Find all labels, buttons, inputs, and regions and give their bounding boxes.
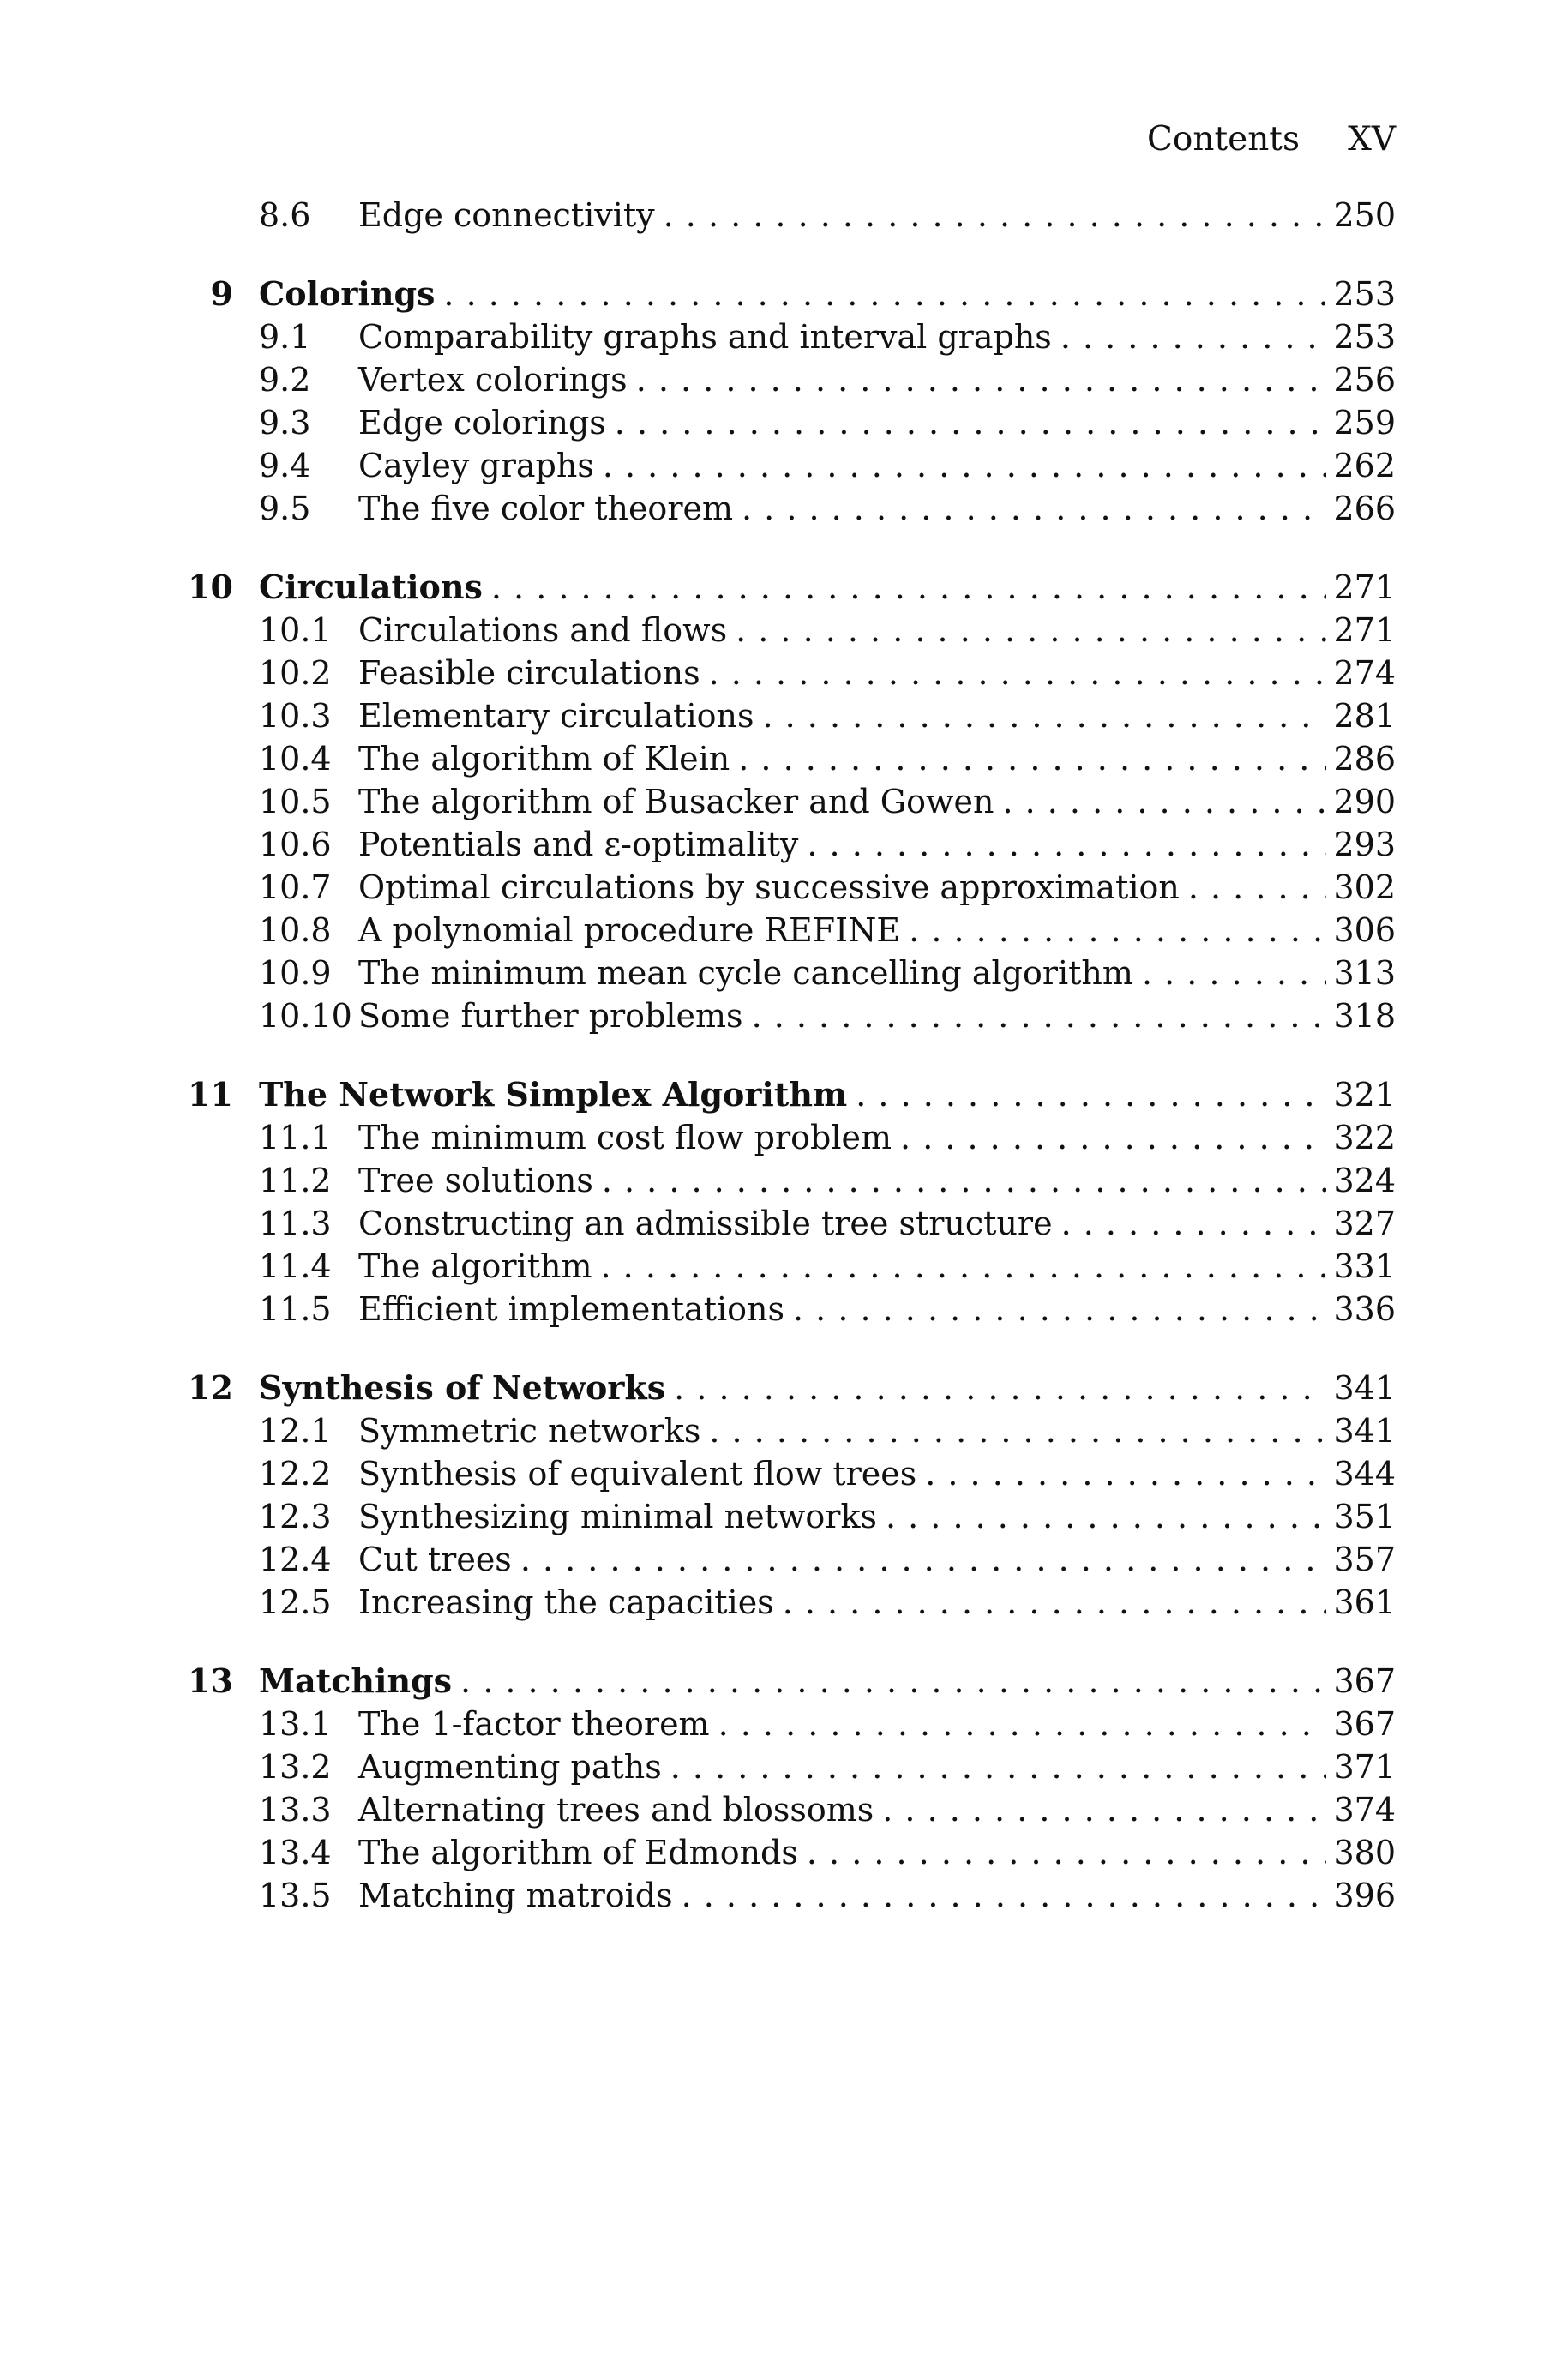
running-head-page-number: XV [1348, 120, 1396, 159]
dot-leader [520, 1538, 1327, 1581]
section-number: 10.1 [259, 611, 332, 649]
section-title: The 1-factor theorem [358, 1703, 718, 1745]
section-title: Synthesis of equivalent flow trees [358, 1452, 925, 1495]
toc-section-entry[interactable] [182, 1831, 1396, 1874]
toc-section-entry[interactable] [182, 823, 1396, 866]
dot-leader [793, 1288, 1326, 1331]
toc-entry-line [358, 1831, 1396, 1874]
toc-section-entry[interactable] [182, 194, 1396, 237]
dot-leader [670, 1745, 1327, 1788]
toc-entry-line [358, 1538, 1396, 1581]
toc-section-entry[interactable] [182, 866, 1396, 909]
toc-entry-line [358, 652, 1396, 694]
page-number: 306 [1326, 909, 1396, 952]
section-title: The algorithm [358, 1245, 601, 1288]
toc-entry-line [259, 273, 1396, 315]
section-gap [182, 1037, 1396, 1073]
section-title: Augmenting paths [358, 1745, 670, 1788]
dot-leader [783, 1581, 1327, 1624]
page-number: 380 [1326, 1831, 1396, 1874]
dot-leader [601, 1245, 1327, 1288]
section-title: Elementary circulations [358, 694, 762, 737]
toc-section-entry[interactable] [182, 1202, 1396, 1245]
toc-section-entry[interactable] [182, 994, 1396, 1037]
dot-leader [682, 1874, 1327, 1917]
page-number: 274 [1326, 652, 1396, 694]
toc-entry-line [358, 909, 1396, 952]
toc-entry-line [259, 1073, 1396, 1116]
chapter-title: Circulations [259, 566, 491, 609]
toc-section-entry[interactable] [182, 780, 1396, 823]
page-number: 341 [1326, 1409, 1396, 1452]
page-number: 396 [1326, 1874, 1396, 1917]
chapter-number: 13 [188, 1661, 233, 1700]
page-number: 259 [1326, 401, 1396, 444]
toc-chapter-entry[interactable] [182, 1367, 1396, 1409]
toc-section-entry[interactable] [182, 1288, 1396, 1331]
toc-entry-line [259, 1660, 1396, 1703]
section-number: 13.4 [259, 1834, 332, 1871]
dot-leader [909, 909, 1326, 952]
dot-leader [615, 401, 1327, 444]
toc-entry-line [358, 315, 1396, 358]
section-title: Constructing an admissible tree structure [358, 1202, 1061, 1245]
toc-section-entry[interactable] [182, 1116, 1396, 1159]
toc-section-entry[interactable] [182, 1788, 1396, 1831]
toc-entry-line [358, 1581, 1396, 1624]
section-gap [182, 1624, 1396, 1660]
page-number: 344 [1326, 1452, 1396, 1495]
toc-entry-line [358, 952, 1396, 994]
toc-chapter-entry[interactable] [182, 1073, 1396, 1116]
toc-section-entry[interactable] [182, 1538, 1396, 1581]
toc-section-entry[interactable] [182, 1581, 1396, 1624]
section-title: Some further problems [358, 994, 752, 1037]
section-number: 11.3 [259, 1205, 332, 1242]
dot-leader [900, 1116, 1326, 1159]
page-number: 313 [1326, 952, 1396, 994]
toc-entry-line [358, 994, 1396, 1037]
toc-entry-line [358, 1788, 1396, 1831]
section-number: 10.4 [259, 740, 332, 778]
section-title: The algorithm of Busacker and Gowen [358, 780, 1002, 823]
dot-leader [1002, 780, 1326, 823]
section-title: The algorithm of Klein [358, 737, 738, 780]
page-number: 324 [1326, 1159, 1396, 1202]
toc-section-entry[interactable] [182, 1159, 1396, 1202]
dot-leader [1142, 952, 1327, 994]
section-number: 11.2 [259, 1162, 332, 1199]
dot-leader [886, 1495, 1326, 1538]
section-number: 11.4 [259, 1247, 332, 1285]
section-title: Potentials and ε-optimality [358, 823, 807, 866]
section-title: Circulations and flows [358, 609, 736, 652]
section-title: Alternating trees and blossoms [358, 1788, 882, 1831]
section-number: 10.5 [259, 783, 332, 820]
toc-entry-line [358, 1495, 1396, 1538]
toc-section-entry[interactable] [182, 1409, 1396, 1452]
page-number: 250 [1326, 194, 1396, 237]
section-title: Matching matroids [358, 1874, 682, 1917]
section-number: 10.8 [259, 911, 332, 949]
page-number: 293 [1326, 823, 1396, 866]
dot-leader [709, 652, 1327, 694]
dot-leader [602, 1159, 1327, 1202]
section-number: 10.3 [259, 697, 332, 735]
toc-entry-line [259, 1367, 1396, 1409]
toc-entry-line [358, 1159, 1396, 1202]
toc-entry-line [358, 1202, 1396, 1245]
toc-entry-line [358, 1745, 1396, 1788]
section-title: The minimum cost flow problem [358, 1116, 900, 1159]
dot-leader [709, 1409, 1326, 1452]
section-gap [182, 237, 1396, 273]
section-gap [182, 1331, 1396, 1367]
section-title: Synthesizing minimal networks [358, 1495, 886, 1538]
toc-section-entry[interactable] [182, 652, 1396, 694]
dot-leader [664, 194, 1327, 237]
toc-section-entry[interactable] [182, 401, 1396, 444]
dot-leader [718, 1703, 1327, 1745]
page-number: 336 [1326, 1288, 1396, 1331]
section-number: 12.5 [259, 1583, 332, 1621]
dot-leader [742, 487, 1326, 530]
page-number: 302 [1326, 866, 1396, 909]
page-number: 367 [1326, 1703, 1396, 1745]
dot-leader [443, 273, 1326, 315]
page-number: 331 [1326, 1245, 1396, 1288]
section-title: Cayley graphs [358, 444, 603, 487]
toc-section-entry[interactable] [182, 1495, 1396, 1538]
section-number: 9.3 [259, 404, 311, 442]
toc-section-entry[interactable] [182, 315, 1396, 358]
section-gap [182, 530, 1396, 566]
dot-leader [491, 566, 1327, 609]
toc-entry-line [358, 1116, 1396, 1159]
section-title: The five color theorem [358, 487, 742, 530]
section-title: Feasible circulations [358, 652, 709, 694]
page-number: 327 [1326, 1202, 1396, 1245]
dot-leader [762, 694, 1326, 737]
toc-section-entry[interactable] [182, 1703, 1396, 1745]
dot-leader [752, 994, 1327, 1037]
running-head-title: Contents [1147, 120, 1300, 159]
section-title: Tree solutions [358, 1159, 602, 1202]
page-number: 262 [1326, 444, 1396, 487]
toc-entry-line [358, 1874, 1396, 1917]
chapter-number: 12 [188, 1368, 233, 1407]
dot-leader [1188, 866, 1327, 909]
page-number: 341 [1326, 1367, 1396, 1409]
toc-entry-line [358, 866, 1396, 909]
page-number: 374 [1326, 1788, 1396, 1831]
toc-section-entry[interactable] [182, 1874, 1396, 1917]
section-number: 10.10 [259, 997, 352, 1035]
toc-entry-line [358, 823, 1396, 866]
toc-entry-line [358, 1703, 1396, 1745]
section-title: The algorithm of Edmonds [358, 1831, 807, 1874]
chapter-title: The Network Simplex Algorithm [259, 1073, 856, 1116]
dot-leader [925, 1452, 1326, 1495]
section-number: 11.1 [259, 1119, 332, 1156]
section-title: Comparability graphs and interval graphs [358, 315, 1060, 358]
toc-chapter-entry[interactable] [182, 566, 1396, 609]
section-number: 9.4 [259, 447, 311, 484]
dot-leader [603, 444, 1327, 487]
section-number: 12.3 [259, 1498, 332, 1535]
section-title: Edge connectivity [358, 194, 664, 237]
chapter-number: 11 [188, 1075, 233, 1114]
chapter-title: Colorings [259, 273, 443, 315]
toc-entry-line [358, 358, 1396, 401]
section-number: 13.1 [259, 1705, 332, 1743]
page-number: 371 [1326, 1745, 1396, 1788]
dot-leader [856, 1073, 1326, 1116]
page-number: 286 [1326, 737, 1396, 780]
section-number: 10.7 [259, 868, 332, 906]
toc-section-entry[interactable] [182, 737, 1396, 780]
section-title: Vertex colorings [358, 358, 636, 401]
section-number: 13.2 [259, 1748, 332, 1786]
toc-section-entry[interactable] [182, 952, 1396, 994]
dot-leader [460, 1660, 1326, 1703]
dot-leader [738, 737, 1326, 780]
section-number: 11.5 [259, 1290, 332, 1328]
section-number: 12.2 [259, 1455, 332, 1493]
toc-section-entry[interactable] [182, 909, 1396, 952]
page-number: 351 [1326, 1495, 1396, 1538]
dot-leader [1061, 1202, 1327, 1245]
page-number: 322 [1326, 1116, 1396, 1159]
toc-entry-line [358, 609, 1396, 652]
section-number: 10.9 [259, 954, 332, 992]
running-head [1147, 118, 1396, 161]
section-number: 8.6 [259, 196, 311, 234]
dot-leader [736, 609, 1326, 652]
toc-entry-line [259, 566, 1396, 609]
page-number: 271 [1326, 566, 1396, 609]
toc-entry-line [358, 694, 1396, 737]
page-number: 256 [1326, 358, 1396, 401]
toc-entry-line [358, 194, 1396, 237]
page-number: 290 [1326, 780, 1396, 823]
dot-leader [1060, 315, 1327, 358]
section-title: Increasing the capacities [358, 1581, 783, 1624]
chapter-number: 10 [188, 568, 233, 606]
toc-entry-line [358, 737, 1396, 780]
page-number: 253 [1326, 315, 1396, 358]
toc-section-entry[interactable] [182, 444, 1396, 487]
page-number: 253 [1326, 273, 1396, 315]
dot-leader [807, 823, 1326, 866]
chapter-title: Matchings [259, 1660, 460, 1703]
toc-entry-line [358, 401, 1396, 444]
section-number: 9.5 [259, 490, 311, 527]
toc-section-entry[interactable] [182, 1245, 1396, 1288]
section-title: A polynomial procedure REFINE [358, 909, 909, 952]
section-number: 9.2 [259, 361, 311, 399]
section-title: Cut trees [358, 1538, 520, 1581]
section-number: 13.3 [259, 1791, 332, 1829]
section-title: Optimal circulations by successive approximation [358, 866, 1188, 909]
section-number: 12.4 [259, 1541, 332, 1578]
page-number: 271 [1326, 609, 1396, 652]
page-number: 266 [1326, 487, 1396, 530]
toc-chapter-entry[interactable] [182, 273, 1396, 315]
table-of-contents [182, 194, 1396, 1917]
section-number: 9.1 [259, 318, 311, 356]
toc-section-entry[interactable] [182, 1745, 1396, 1788]
toc-section-entry[interactable] [182, 358, 1396, 401]
page-number: 318 [1326, 994, 1396, 1037]
page-number: 281 [1326, 694, 1396, 737]
dot-leader [636, 358, 1327, 401]
section-number: 13.5 [259, 1877, 332, 1914]
page-number: 357 [1326, 1538, 1396, 1581]
dot-leader [882, 1788, 1326, 1831]
page-number: 361 [1326, 1581, 1396, 1624]
section-title: Efficient implementations [358, 1288, 793, 1331]
section-title: The minimum mean cycle cancelling algorithm [358, 952, 1142, 994]
toc-entry-line [358, 1245, 1396, 1288]
toc-entry-line [358, 780, 1396, 823]
section-title: Symmetric networks [358, 1409, 709, 1452]
toc-section-entry[interactable] [182, 487, 1396, 530]
toc-section-entry[interactable] [182, 694, 1396, 737]
section-number: 10.2 [259, 654, 332, 692]
toc-chapter-entry[interactable] [182, 1660, 1396, 1703]
toc-entry-line [358, 1409, 1396, 1452]
section-title: Edge colorings [358, 401, 615, 444]
section-number: 10.6 [259, 826, 332, 863]
toc-entry-line [358, 487, 1396, 530]
toc-section-entry[interactable] [182, 1452, 1396, 1495]
toc-entry-line [358, 1288, 1396, 1331]
chapter-title: Synthesis of Networks [259, 1367, 674, 1409]
page-number: 367 [1326, 1660, 1396, 1703]
chapter-number: 9 [210, 274, 233, 313]
dot-leader [807, 1831, 1327, 1874]
page-number: 321 [1326, 1073, 1396, 1116]
section-number: 12.1 [259, 1412, 332, 1450]
dot-leader [674, 1367, 1326, 1409]
toc-entry-line [358, 444, 1396, 487]
toc-entry-line [358, 1452, 1396, 1495]
toc-section-entry[interactable] [182, 609, 1396, 652]
